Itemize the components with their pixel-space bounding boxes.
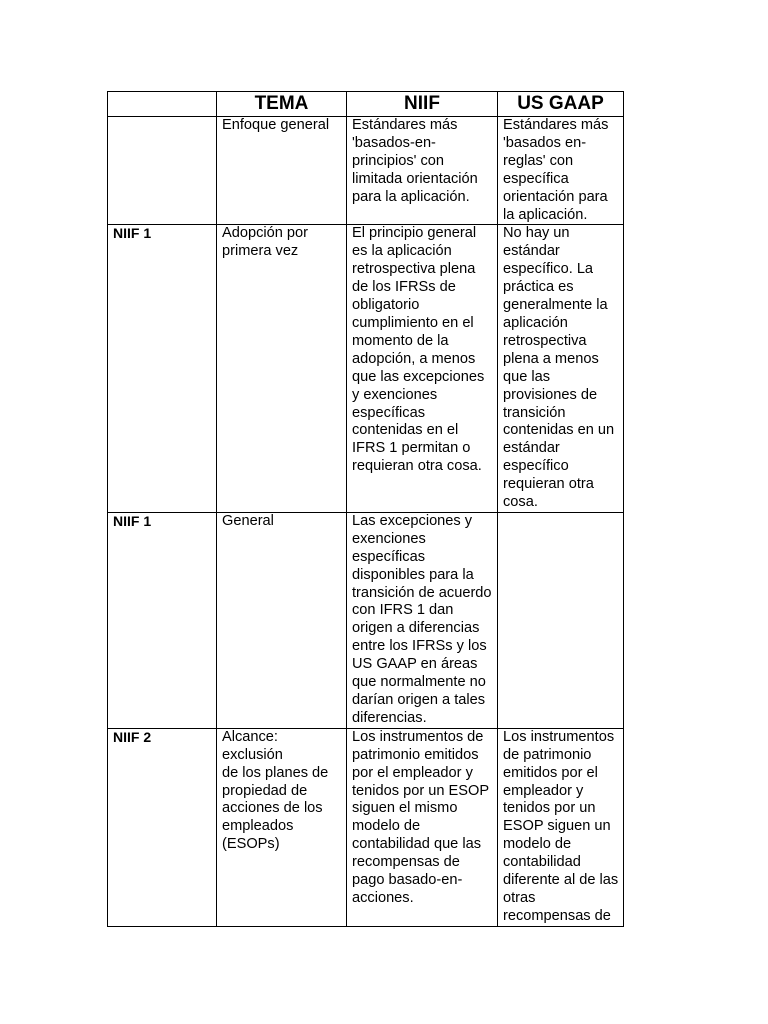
row-us-gaap: Los instrumentos de patrimonio emitidos por el empleador y tenidos por un ESOP siguen un modelo de contabilidad diferente al de las otras recompensas de (498, 728, 624, 926)
row-tema: Enfoque general (217, 117, 347, 225)
row-niif: Las excepciones y exenciones específicas disponibles para la transición de acuerdo con IFRS 1 dan origen a diferencias entre los IFRSs y los US GAAP en áreas que normalmente no darían origen a tales diferencias. (347, 512, 498, 728)
table-row (108, 728, 624, 926)
row-code: NIIF 1 (108, 512, 217, 728)
header-tema: TEMA (217, 92, 347, 117)
header-us-gaap: US GAAP (498, 92, 624, 117)
comparison-table (107, 91, 624, 927)
table-row (108, 512, 624, 728)
row-us-gaap: No hay un estándar específico. La práctica es generalmente la aplicación retrospectiva plena a menos que las provisiones de transición contenidas en un estándar específico requieran otra cosa. (498, 225, 624, 513)
row-code: NIIF 1 (108, 225, 217, 513)
row-tema: Adopción por primera vez (217, 225, 347, 513)
header-empty (108, 92, 217, 117)
table-row (108, 117, 624, 225)
row-us-gaap: Estándares más 'basados en- reglas' con específica orientación para la aplicación. (498, 117, 624, 225)
row-tema: General (217, 512, 347, 728)
row-code (108, 117, 217, 225)
header-niif: NIIF (347, 92, 498, 117)
header-row (108, 92, 624, 117)
row-code: NIIF 2 (108, 728, 217, 926)
table-row (108, 225, 624, 513)
row-tema: Alcance: exclusión de los planes de propiedad de acciones de los empleados (ESOPs) (217, 728, 347, 926)
row-us-gaap (498, 512, 624, 728)
row-niif: El principio general es la aplicación retrospectiva plena de los IFRSs de obligatorio cumplimiento en el momento de la adopción, a menos que las excepciones y exenciones específicas contenidas en el IFRS 1 permitan o requieran otra cosa. (347, 225, 498, 513)
row-niif: Los instrumentos de patrimonio emitidos por el empleador y tenidos por un ESOP siguen el mismo modelo de contabilidad que las recompensas de pago basado-en- acciones. (347, 728, 498, 926)
row-niif: Estándares más 'basados-en- principios' con limitada orientación para la aplicación. (347, 117, 498, 225)
